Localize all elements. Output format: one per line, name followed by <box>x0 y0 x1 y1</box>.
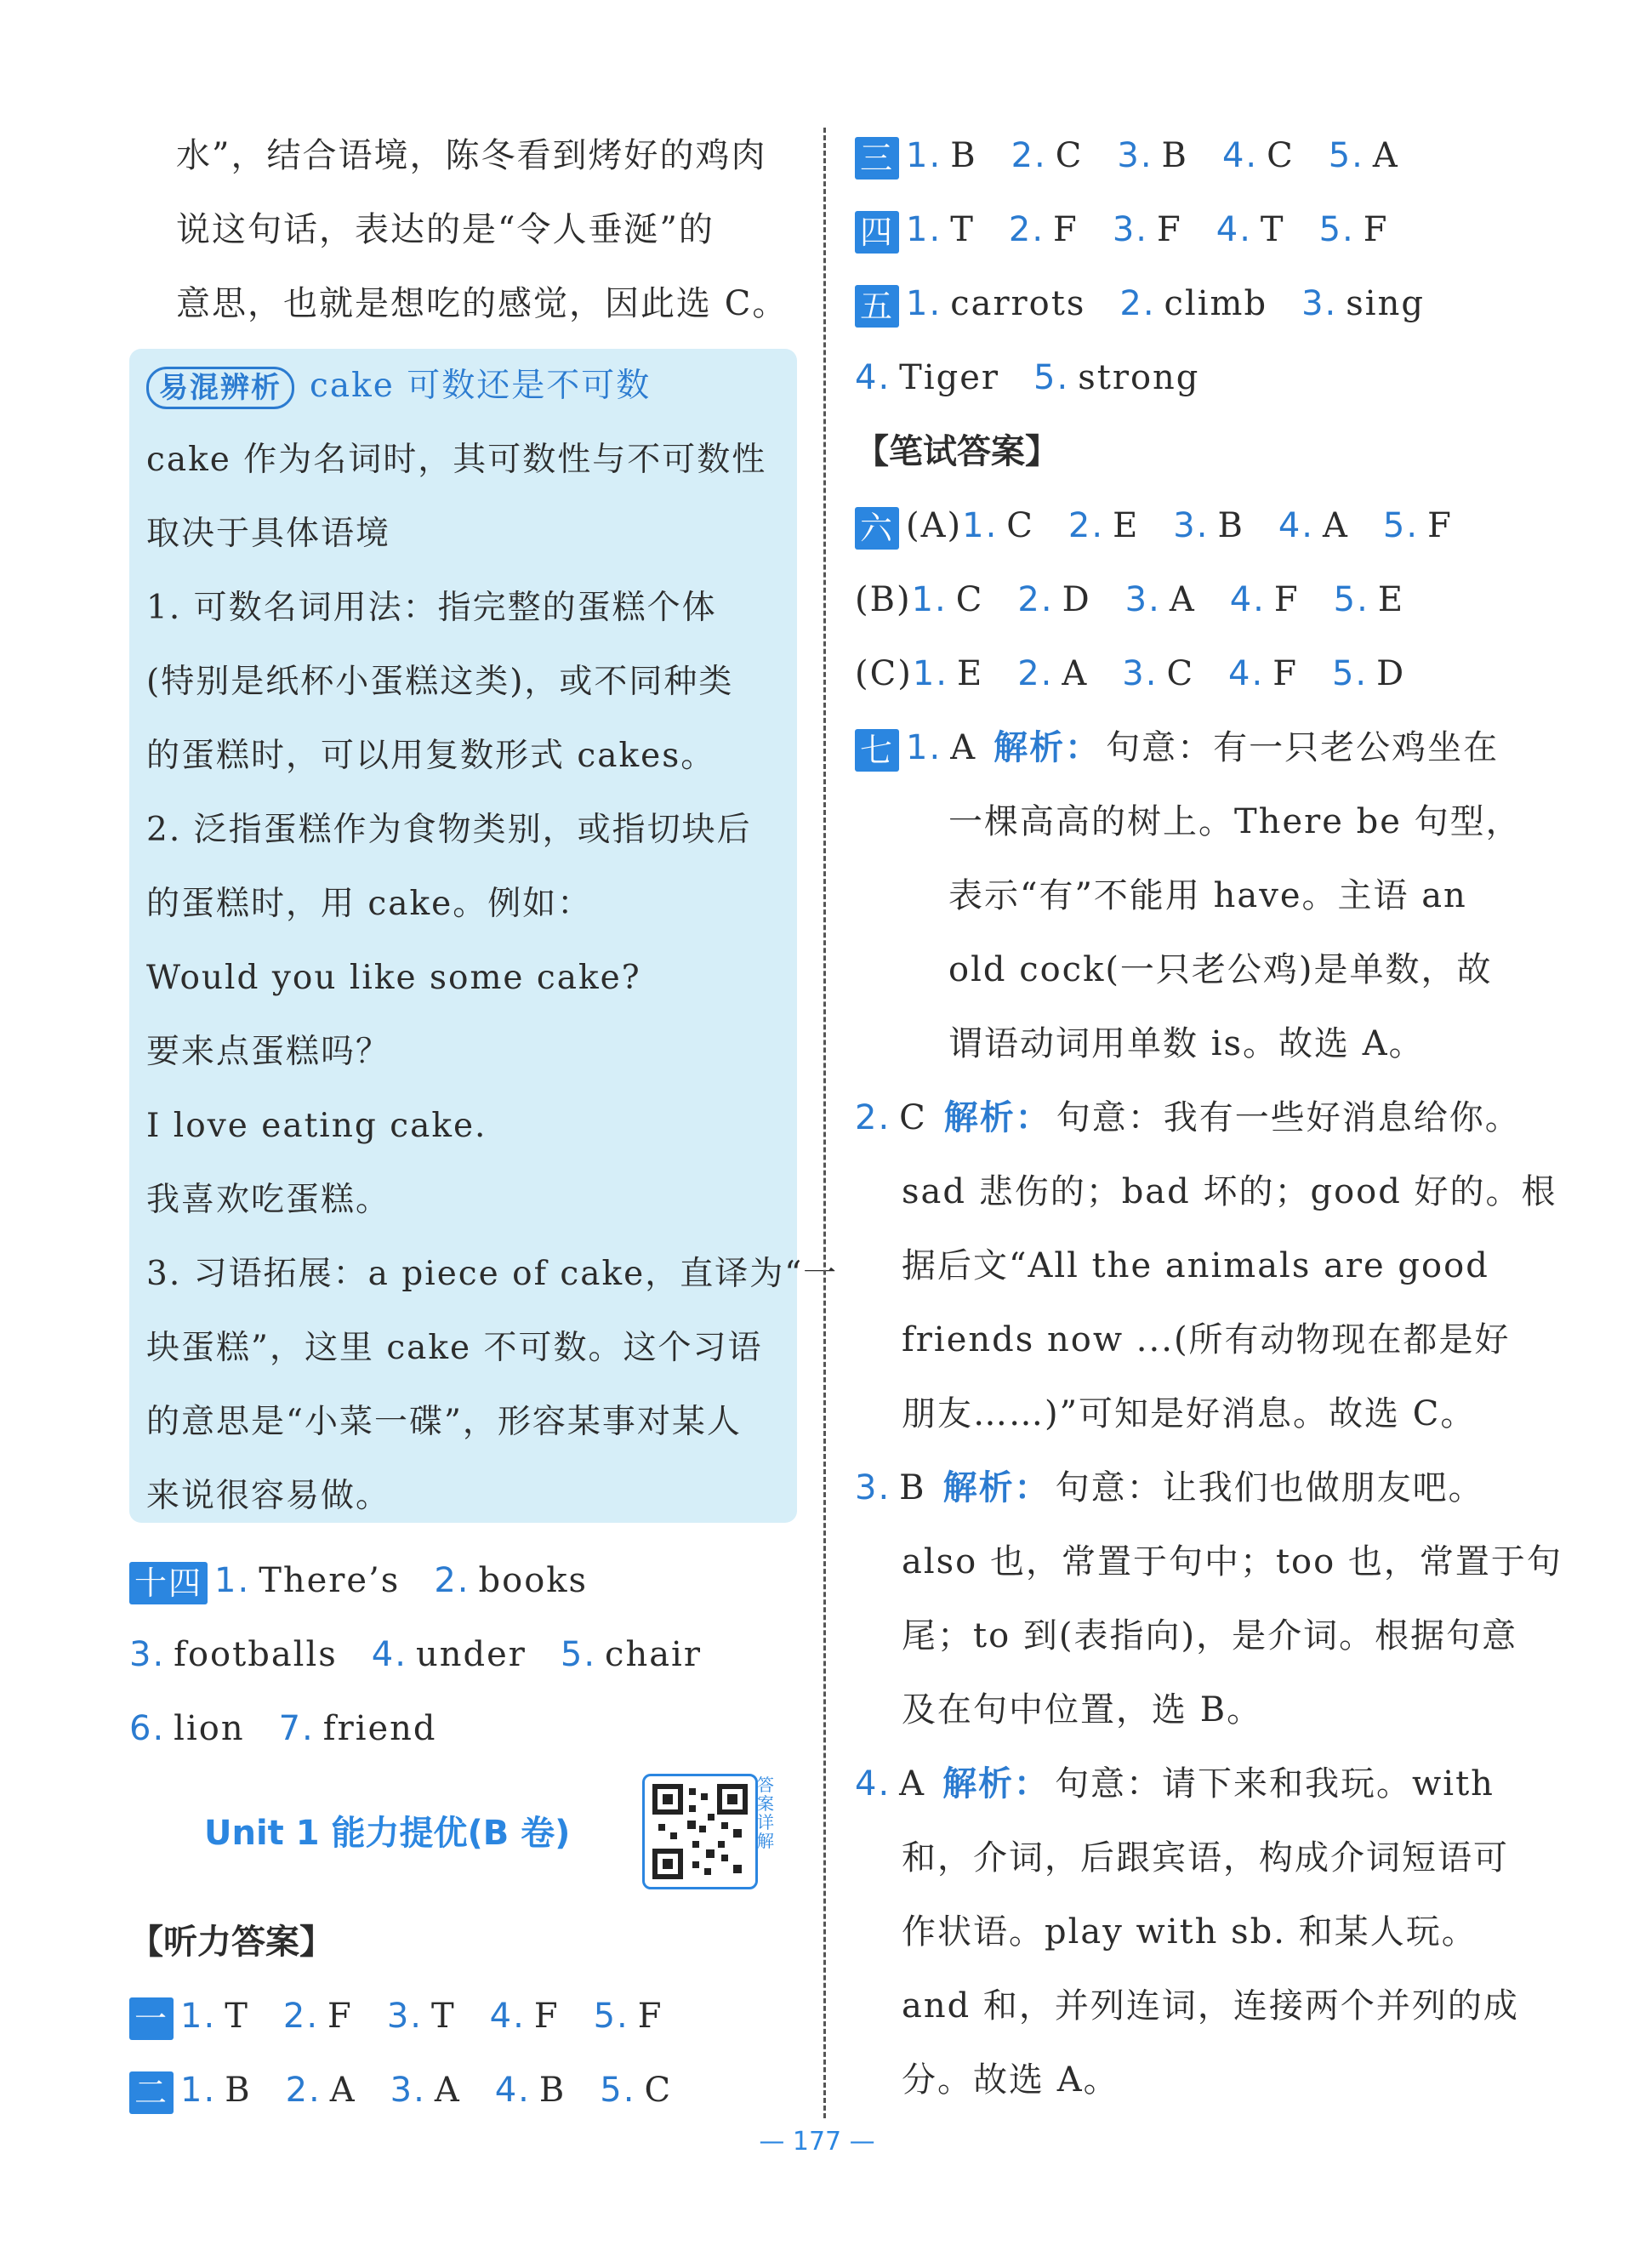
item-number: 3. <box>1117 136 1153 175</box>
answer-item: A <box>1169 580 1196 619</box>
item-number: 2. <box>434 1561 470 1600</box>
answer-item: chair <box>605 1635 702 1674</box>
sec5-row <box>855 267 1527 341</box>
answer-item: A <box>329 2071 356 2110</box>
answer-item: C <box>644 2071 673 2110</box>
item-number: 4. <box>1229 580 1266 619</box>
answer-item: T <box>430 1997 456 2036</box>
answer-item: F <box>637 1997 663 2036</box>
item-number: 5. <box>593 1997 629 2036</box>
answer-item: lion <box>174 1709 245 1748</box>
qr-label: 答案详解 <box>757 1775 774 1851</box>
answer-item: F <box>1272 654 1298 693</box>
item-number: 1. <box>962 506 999 545</box>
item-number: 2. <box>1017 580 1054 619</box>
note-line: 3. 习语拓展：a piece of cake，直译为“一 <box>146 1255 839 1293</box>
item-number: 1. <box>912 654 948 693</box>
note-line: 1. 可数名词用法：指完整的蛋糕个体 <box>146 589 717 627</box>
q2-line <box>855 1081 1527 1155</box>
listening-section <box>129 1906 801 2128</box>
answer-item: F <box>1156 210 1182 249</box>
item-number: 3. <box>390 2071 426 2110</box>
note-line: 的意思是“小菜一碟”，形容某事对某人 <box>146 1403 742 1441</box>
section-tag: 三 <box>855 137 899 180</box>
answer-item: footballs <box>174 1635 338 1674</box>
answer-item: B <box>950 136 977 175</box>
answer-item: sing <box>1346 284 1425 323</box>
answer-item: F <box>327 1997 353 2036</box>
answer-item: F <box>1053 210 1079 249</box>
item-number: 1. <box>180 1997 217 2036</box>
q4-line <box>855 1747 1527 1821</box>
qr-frame <box>642 1774 758 1889</box>
item-number: 3. <box>855 1468 891 1507</box>
item-number: 4. <box>855 358 891 397</box>
qr-icon <box>645 1776 755 1887</box>
item-number: 2. <box>282 1997 320 2036</box>
answer-item: F <box>1427 506 1453 545</box>
sec6-row-c <box>855 637 1527 711</box>
answer-item: A <box>1323 506 1349 545</box>
analysis-text: 及在句中位置，选 B。 <box>902 1690 1263 1729</box>
item-number: 1. <box>906 284 942 323</box>
sec14-row <box>129 1544 801 1618</box>
part-label: (C) <box>855 654 913 693</box>
item-number: 5. <box>1331 654 1369 693</box>
answer-item: C <box>899 1098 927 1137</box>
listening-heading: 【听力答案】 <box>129 1923 333 1962</box>
analysis-text: 表示“有”不能用 have。主语 an <box>948 876 1467 915</box>
analysis-text: also 也，常置于句中；too 也，常置于句 <box>902 1542 1563 1581</box>
answer-item: A <box>950 728 977 767</box>
answer-item: climb <box>1164 284 1268 323</box>
analysis-text: 和，介词，后跟宾语，构成介词短语可 <box>902 1838 1509 1878</box>
answer-item: E <box>1113 506 1140 545</box>
left-column <box>129 119 801 341</box>
analysis-text: sad 悲伤的；bad 坏的；good 好的。根 <box>902 1172 1557 1211</box>
page-number: — 177 — <box>759 2127 875 2157</box>
answer-item: B <box>225 2071 252 2110</box>
item-number: 4. <box>489 1997 526 2036</box>
answer-item: F <box>1273 580 1300 619</box>
item-number: 5. <box>1333 580 1369 619</box>
item-number: 4. <box>371 1635 407 1674</box>
item-number: 4. <box>1221 136 1259 175</box>
item-number: 4. <box>494 2071 531 2110</box>
item-number: 3. <box>1301 284 1338 323</box>
section-tag: 四 <box>855 211 899 254</box>
analysis-text: 作状语。play with sb. 和某人玩。 <box>902 1912 1477 1952</box>
item-number: 2. <box>1017 654 1054 693</box>
analysis-label: 解析： <box>942 1764 1050 1804</box>
answer-item: A <box>1062 654 1089 693</box>
note-line: 块蛋糕”，这里 cake 不可数。这个习语 <box>146 1329 763 1367</box>
note-line: 2. 泛指蛋糕作为食物类别，或指切块后 <box>146 811 752 849</box>
item-number: 2. <box>1011 136 1047 175</box>
answer-item: books <box>478 1561 589 1600</box>
intro-line: 说这句话，表达的是“令人垂涎”的 <box>176 210 715 249</box>
item-number: 6. <box>129 1709 166 1748</box>
section-tag: 二 <box>129 2071 174 2114</box>
analysis-label: 解析： <box>942 1468 1050 1507</box>
intro-line: 水”，结合语境，陈冬看到烤好的鸡肉 <box>176 136 767 175</box>
analysis-text: 句意：有一只老公鸡坐在 <box>1106 728 1500 767</box>
item-number: 3. <box>1124 580 1161 619</box>
answer-item: E <box>1377 580 1405 619</box>
analysis-label: 解析： <box>943 1098 1051 1137</box>
answer-item: B <box>1161 136 1188 175</box>
item-number: 3. <box>129 1635 166 1674</box>
q1-line <box>855 711 1527 785</box>
analysis-text: 尾；to 到(表指向)，是介词。根据句意 <box>902 1616 1518 1655</box>
answer-item: B <box>899 1468 926 1507</box>
column-divider <box>823 128 826 2118</box>
note-line: 的蛋糕时，用 cake。例如： <box>146 885 593 923</box>
sec6-row-b <box>855 563 1527 637</box>
qr-code[interactable] <box>642 1774 778 1889</box>
sec1-row <box>129 1980 801 2054</box>
analysis-text: 分。故选 A。 <box>902 2060 1119 2100</box>
item-number: 2. <box>285 2071 322 2110</box>
answer-item: D <box>1376 654 1406 693</box>
answer-item: T <box>225 1997 249 2036</box>
answer-item: C <box>1267 136 1295 175</box>
item-number: 3. <box>1173 506 1210 545</box>
analysis-text: 据后文“All the animals are good <box>902 1246 1489 1285</box>
section-tag: 十四 <box>129 1562 208 1604</box>
item-number: 4. <box>1228 654 1265 693</box>
item-number: 4. <box>1216 210 1252 249</box>
item-number: 1. <box>906 728 942 767</box>
answer-item: A <box>899 1764 926 1804</box>
answer-item: B <box>1217 506 1244 545</box>
answer-item: C <box>955 580 984 619</box>
box-header <box>146 349 780 423</box>
item-number: 4. <box>855 1764 891 1804</box>
note-line: 要来点蛋糕吗？ <box>146 1033 391 1071</box>
sec3-row <box>855 119 1527 193</box>
sec2-row <box>129 2054 801 2128</box>
answer-item: friend <box>322 1709 437 1748</box>
answer-item: strong <box>1078 358 1200 397</box>
sec14-row <box>129 1692 801 1766</box>
answer-item: A <box>1372 136 1399 175</box>
unit-title: Unit 1 能力提优(B 卷) <box>204 1814 571 1853</box>
note-line: Would you like some cake? <box>146 959 641 997</box>
item-number: 3. <box>386 1997 423 2036</box>
sec4-row <box>855 193 1527 267</box>
analysis-text: friends now ...(所有动物现在都是好 <box>902 1320 1511 1359</box>
note-line: 的蛋糕时，可以用复数形式 cakes。 <box>146 737 716 775</box>
analysis-text: 一棵高高的树上。There be 句型， <box>948 802 1522 841</box>
answer-item: Tiger <box>899 358 1000 397</box>
sec5-row <box>855 341 1527 415</box>
item-number: 5. <box>1318 210 1355 249</box>
section-tag: 七 <box>855 729 899 772</box>
answer-item: C <box>1055 136 1084 175</box>
analysis-text: 谓语动词用单数 is。故选 A。 <box>948 1024 1425 1063</box>
answer-item: There’s <box>259 1561 401 1600</box>
note-line: 我喜欢吃蛋糕。 <box>146 1181 391 1219</box>
confusion-note-box <box>129 349 839 1523</box>
item-number: 2. <box>1119 284 1156 323</box>
answer-item: C <box>1166 654 1195 693</box>
item-number: 5. <box>600 2071 636 2110</box>
analysis-text: 句意：请下来和我玩。with <box>1055 1764 1495 1804</box>
answer-item: under <box>415 1635 527 1674</box>
answer-item: E <box>957 654 984 693</box>
item-number: 5. <box>560 1635 597 1674</box>
item-number: 1. <box>911 580 948 619</box>
note-line: (特别是纸杯小蛋糕这类)，或不同种类 <box>146 663 734 701</box>
analysis-text: 句意：让我们也做朋友吧。 <box>1055 1468 1484 1507</box>
answer-item: D <box>1062 580 1091 619</box>
item-number: 3. <box>1112 210 1148 249</box>
item-number: 5. <box>1328 136 1364 175</box>
sec6-row-a <box>855 489 1527 563</box>
item-number: 2. <box>855 1098 891 1137</box>
item-number: 7. <box>278 1709 315 1748</box>
note-line: 来说很容易做。 <box>146 1477 391 1515</box>
answer-item: C <box>1006 506 1034 545</box>
item-number: 1. <box>906 210 942 249</box>
analysis-text: 朋友……)”可知是好消息。故选 C。 <box>902 1394 1477 1433</box>
note-line: I love eating cake. <box>146 1107 487 1145</box>
intro-line: 意思，也就是想吃的感觉，因此选 C。 <box>176 284 789 323</box>
answer-item: F <box>1363 210 1389 249</box>
analysis-label: 解析： <box>993 728 1102 767</box>
note-tag: 易混辨析 <box>146 367 294 409</box>
answer-item: A <box>434 2071 461 2110</box>
part-label: (A) <box>906 506 963 545</box>
section-tag: 一 <box>129 1997 174 2040</box>
note-line: 取决于具体语境 <box>146 515 391 553</box>
note-line: cake 作为名词时，其可数性与不可数性 <box>146 441 767 479</box>
answer-item: B <box>538 2071 566 2110</box>
item-number: 3. <box>1122 654 1159 693</box>
item-number: 5. <box>1033 358 1070 397</box>
section-tag: 五 <box>855 285 899 328</box>
q3-line <box>855 1451 1527 1525</box>
left-lower <box>129 1544 801 1766</box>
item-number: 1. <box>906 136 942 175</box>
item-number: 2. <box>1068 506 1105 545</box>
analysis-text: and 和，并列连词，连接两个并列的成 <box>902 1986 1519 2026</box>
answer-item: carrots <box>950 284 1086 323</box>
part-label: (B) <box>855 580 912 619</box>
item-number: 1. <box>180 2071 217 2110</box>
sec14-row <box>129 1618 801 1692</box>
answer-item: F <box>533 1997 560 2036</box>
answer-item: T <box>950 210 975 249</box>
item-number: 4. <box>1278 506 1315 545</box>
item-number: 1. <box>214 1561 251 1600</box>
item-number: 2. <box>1008 210 1045 249</box>
item-number: 5. <box>1382 506 1420 545</box>
answer-item: T <box>1260 210 1285 249</box>
right-column <box>855 119 1563 2117</box>
written-heading: 【笔试答案】 <box>855 432 1059 471</box>
analysis-text: 句意：我有一些好消息给你。 <box>1056 1098 1521 1137</box>
section-tag: 六 <box>855 507 899 550</box>
note-title: cake 可数还是不可数 <box>310 367 652 405</box>
analysis-text: old cock(一只老公鸡)是单数，故 <box>948 950 1493 989</box>
